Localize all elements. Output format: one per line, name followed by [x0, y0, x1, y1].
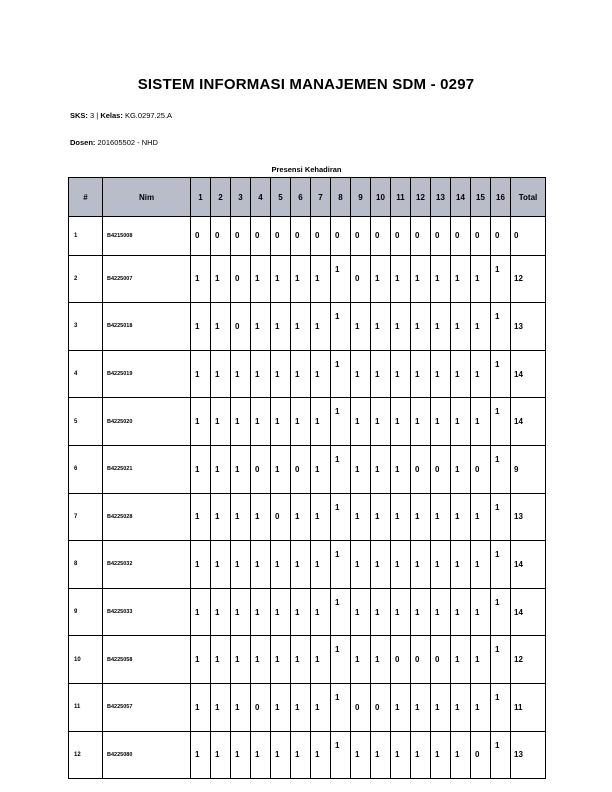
student-nim: B4225007	[103, 255, 191, 303]
attendance-cell: 1	[491, 445, 511, 493]
row-number: 12	[69, 731, 103, 779]
attendance-cell: 1	[451, 588, 471, 636]
row-number: 1	[69, 217, 103, 256]
attendance-cell: 1	[331, 493, 351, 541]
attendance-cell: 1	[191, 731, 211, 779]
attendance-cell: 1	[191, 445, 211, 493]
attendance-cell: 1	[191, 350, 211, 398]
attendance-cell: 1	[291, 398, 311, 446]
attendance-cell: 1	[351, 541, 371, 589]
attendance-total: 12	[511, 636, 546, 684]
attendance-cell: 1	[291, 683, 311, 731]
attendance-cell: 1	[311, 731, 331, 779]
attendance-cell: 1	[371, 445, 391, 493]
attendance-cell: 1	[391, 255, 411, 303]
header-meeting: 16	[491, 178, 511, 217]
attendance-cell: 1	[211, 541, 231, 589]
table-row	[69, 350, 546, 398]
attendance-cell: 1	[191, 683, 211, 731]
attendance-cell: 1	[351, 588, 371, 636]
attendance-cell: 0	[391, 217, 411, 256]
attendance-cell: 1	[431, 683, 451, 731]
header-meeting: 13	[431, 178, 451, 217]
attendance-cell: 1	[471, 588, 491, 636]
attendance-total: 14	[511, 541, 546, 589]
attendance-cell: 0	[291, 217, 311, 256]
course-info	[70, 111, 172, 120]
attendance-cell: 1	[451, 731, 471, 779]
attendance-cell: 1	[371, 255, 391, 303]
attendance-cell: 1	[491, 255, 511, 303]
attendance-cell: 1	[491, 731, 511, 779]
attendance-cell: 0	[471, 445, 491, 493]
attendance-cell: 0	[231, 255, 251, 303]
attendance-cell: 1	[431, 731, 451, 779]
kelas-value: KG.0297.25.A	[124, 111, 173, 120]
row-number: 9	[69, 588, 103, 636]
table-row	[69, 493, 546, 541]
table-row	[69, 683, 546, 731]
student-nim: B4225058	[103, 636, 191, 684]
attendance-cell: 0	[371, 683, 391, 731]
attendance-cell: 1	[271, 303, 291, 351]
attendance-cell: 1	[251, 493, 271, 541]
row-number: 11	[69, 683, 103, 731]
attendance-cell: 1	[431, 588, 451, 636]
attendance-cell: 1	[451, 350, 471, 398]
attendance-cell: 1	[411, 350, 431, 398]
attendance-cell: 1	[231, 683, 251, 731]
attendance-cell: 1	[471, 398, 491, 446]
header-meeting: 7	[311, 178, 331, 217]
attendance-cell: 1	[491, 303, 511, 351]
row-number: 10	[69, 636, 103, 684]
row-number: 2	[69, 255, 103, 303]
attendance-cell: 1	[431, 541, 451, 589]
student-nim: B4225057	[103, 683, 191, 731]
attendance-cell: 1	[431, 350, 451, 398]
dosen-value: 201605502 - NHD	[97, 138, 158, 147]
student-nim: B4225080	[103, 731, 191, 779]
lecturer-info	[70, 138, 158, 147]
attendance-cell: 0	[271, 493, 291, 541]
attendance-cell: 1	[311, 398, 331, 446]
attendance-cell: 0	[231, 217, 251, 256]
header-meeting: 8	[331, 178, 351, 217]
table-row	[69, 217, 546, 256]
attendance-cell: 1	[411, 398, 431, 446]
attendance-cell: 1	[251, 541, 271, 589]
attendance-cell: 1	[491, 588, 511, 636]
attendance-cell: 1	[331, 398, 351, 446]
table-row	[69, 731, 546, 779]
attendance-cell: 1	[251, 303, 271, 351]
attendance-cell: 1	[471, 255, 491, 303]
attendance-cell: 1	[371, 541, 391, 589]
attendance-cell: 1	[331, 588, 351, 636]
header-meeting: 5	[271, 178, 291, 217]
student-nim: B4225019	[103, 350, 191, 398]
attendance-cell: 0	[411, 217, 431, 256]
attendance-cell: 0	[251, 683, 271, 731]
attendance-cell: 1	[231, 731, 251, 779]
attendance-cell: 1	[291, 588, 311, 636]
student-nim: B4215008	[103, 217, 191, 256]
header-nim: Nim	[103, 178, 191, 217]
table-row	[69, 541, 546, 589]
attendance-cell: 1	[331, 255, 351, 303]
attendance-cell: 1	[271, 445, 291, 493]
attendance-total: 14	[511, 398, 546, 446]
header-meeting: 9	[351, 178, 371, 217]
attendance-cell: 1	[451, 636, 471, 684]
attendance-cell: 1	[271, 683, 291, 731]
attendance-cell: 1	[191, 588, 211, 636]
header-meeting: 1	[191, 178, 211, 217]
attendance-cell: 0	[351, 217, 371, 256]
table-caption: Presensi Kehadiran	[271, 165, 342, 174]
attendance-cell: 1	[491, 493, 511, 541]
attendance-cell: 1	[271, 398, 291, 446]
attendance-cell: 1	[191, 493, 211, 541]
attendance-cell: 1	[311, 588, 331, 636]
header-meeting: 3	[231, 178, 251, 217]
attendance-cell: 1	[231, 541, 251, 589]
attendance-cell: 0	[431, 217, 451, 256]
attendance-cell: 1	[391, 588, 411, 636]
attendance-cell: 1	[191, 541, 211, 589]
table-row	[69, 636, 546, 684]
attendance-cell: 0	[451, 217, 471, 256]
sks-value: 3	[90, 111, 95, 120]
attendance-cell: 1	[231, 636, 251, 684]
page-title: SISTEM INFORMASI MANAJEMEN SDM - 0297	[137, 76, 475, 93]
attendance-cell: 1	[331, 541, 351, 589]
attendance-cell: 1	[411, 255, 431, 303]
kelas-label: Kelas:	[100, 111, 123, 120]
attendance-total: 14	[511, 588, 546, 636]
table-row	[69, 398, 546, 446]
attendance-cell: 1	[211, 683, 231, 731]
attendance-total: 0	[511, 217, 546, 256]
attendance-cell: 0	[271, 217, 291, 256]
header-no: #	[69, 178, 103, 217]
attendance-cell: 1	[311, 493, 331, 541]
attendance-cell: 0	[351, 683, 371, 731]
attendance-cell: 1	[211, 398, 231, 446]
attendance-cell: 0	[371, 217, 391, 256]
attendance-cell: 1	[351, 303, 371, 351]
attendance-cell: 1	[491, 683, 511, 731]
attendance-cell: 1	[471, 350, 491, 398]
attendance-cell: 1	[251, 731, 271, 779]
attendance-cell: 1	[331, 636, 351, 684]
student-nim: B4225033	[103, 588, 191, 636]
row-number: 8	[69, 541, 103, 589]
attendance-cell: 1	[311, 445, 331, 493]
table-row	[69, 255, 546, 303]
attendance-cell: 1	[291, 636, 311, 684]
attendance-cell: 1	[491, 636, 511, 684]
attendance-cell: 1	[371, 493, 391, 541]
header-total: Total	[511, 178, 546, 217]
attendance-cell: 1	[391, 683, 411, 731]
table-row	[69, 588, 546, 636]
row-number: 3	[69, 303, 103, 351]
table-row	[69, 445, 546, 493]
student-nim: B4225021	[103, 445, 191, 493]
attendance-cell: 1	[371, 731, 391, 779]
attendance-cell: 0	[211, 217, 231, 256]
attendance-total: 12	[511, 255, 546, 303]
attendance-cell: 1	[491, 541, 511, 589]
row-number: 5	[69, 398, 103, 446]
attendance-cell: 1	[211, 350, 231, 398]
attendance-total: 11	[511, 683, 546, 731]
table-row	[69, 303, 546, 351]
attendance-cell: 1	[311, 350, 331, 398]
header-meeting: 6	[291, 178, 311, 217]
attendance-cell: 1	[471, 493, 491, 541]
attendance-cell: 1	[471, 636, 491, 684]
attendance-cell: 1	[411, 683, 431, 731]
student-nim: B4225032	[103, 541, 191, 589]
attendance-cell: 1	[451, 303, 471, 351]
attendance-cell: 0	[471, 731, 491, 779]
attendance-cell: 0	[291, 445, 311, 493]
attendance-cell: 1	[351, 636, 371, 684]
attendance-cell: 1	[251, 636, 271, 684]
attendance-table	[68, 177, 546, 779]
attendance-cell: 1	[351, 350, 371, 398]
attendance-total: 14	[511, 350, 546, 398]
attendance-cell: 1	[211, 445, 231, 493]
attendance-cell: 1	[371, 350, 391, 398]
attendance-cell: 1	[431, 398, 451, 446]
attendance-total: 13	[511, 303, 546, 351]
row-number: 4	[69, 350, 103, 398]
attendance-cell: 1	[451, 398, 471, 446]
attendance-cell: 1	[411, 493, 431, 541]
attendance-cell: 1	[271, 541, 291, 589]
attendance-cell: 1	[271, 731, 291, 779]
attendance-cell: 0	[251, 445, 271, 493]
attendance-cell: 1	[311, 683, 331, 731]
attendance-cell: 1	[191, 636, 211, 684]
attendance-cell: 0	[231, 303, 251, 351]
attendance-cell: 1	[271, 588, 291, 636]
attendance-cell: 1	[331, 445, 351, 493]
row-number: 6	[69, 445, 103, 493]
header-meeting: 12	[411, 178, 431, 217]
header-meeting: 11	[391, 178, 411, 217]
attendance-cell: 1	[331, 350, 351, 398]
attendance-cell: 1	[431, 303, 451, 351]
attendance-cell: 1	[431, 255, 451, 303]
attendance-cell: 1	[491, 350, 511, 398]
header-meeting: 2	[211, 178, 231, 217]
attendance-cell: 0	[311, 217, 331, 256]
attendance-cell: 1	[391, 445, 411, 493]
attendance-total: 9	[511, 445, 546, 493]
attendance-cell: 1	[331, 303, 351, 351]
attendance-cell: 1	[391, 541, 411, 589]
attendance-cell: 1	[351, 493, 371, 541]
attendance-cell: 0	[471, 217, 491, 256]
attendance-cell: 1	[291, 493, 311, 541]
attendance-cell: 1	[351, 731, 371, 779]
attendance-cell: 1	[471, 303, 491, 351]
attendance-cell: 0	[411, 445, 431, 493]
attendance-cell: 1	[391, 303, 411, 351]
separator: |	[96, 111, 99, 120]
attendance-cell: 0	[351, 255, 371, 303]
attendance-cell: 1	[371, 398, 391, 446]
attendance-cell: 1	[251, 398, 271, 446]
attendance-cell: 1	[391, 350, 411, 398]
attendance-cell: 1	[291, 350, 311, 398]
attendance-cell: 1	[191, 255, 211, 303]
attendance-cell: 0	[491, 217, 511, 256]
attendance-cell: 1	[311, 255, 331, 303]
attendance-cell: 1	[291, 255, 311, 303]
attendance-cell: 1	[231, 350, 251, 398]
attendance-cell: 1	[491, 398, 511, 446]
attendance-cell: 1	[271, 255, 291, 303]
student-nim: B4225018	[103, 303, 191, 351]
attendance-cell: 1	[191, 398, 211, 446]
attendance-cell: 1	[411, 541, 431, 589]
attendance-cell: 0	[331, 217, 351, 256]
attendance-cell: 1	[231, 588, 251, 636]
attendance-cell: 1	[251, 588, 271, 636]
attendance-cell: 1	[451, 493, 471, 541]
attendance-cell: 1	[311, 636, 331, 684]
attendance-cell: 1	[371, 636, 391, 684]
attendance-cell: 1	[231, 398, 251, 446]
attendance-cell: 0	[391, 636, 411, 684]
attendance-cell: 1	[451, 445, 471, 493]
attendance-cell: 1	[351, 445, 371, 493]
attendance-cell: 1	[391, 398, 411, 446]
attendance-cell: 1	[211, 303, 231, 351]
attendance-cell: 1	[451, 541, 471, 589]
header-meeting: 14	[451, 178, 471, 217]
attendance-total: 13	[511, 493, 546, 541]
attendance-cell: 1	[271, 636, 291, 684]
attendance-cell: 1	[451, 683, 471, 731]
attendance-cell: 1	[391, 493, 411, 541]
attendance-cell: 1	[271, 350, 291, 398]
row-number: 7	[69, 493, 103, 541]
attendance-cell: 1	[231, 493, 251, 541]
table-header-row	[69, 178, 546, 217]
attendance-cell: 1	[431, 493, 451, 541]
student-nim: B4225028	[103, 493, 191, 541]
attendance-cell: 1	[211, 731, 231, 779]
attendance-cell: 0	[251, 217, 271, 256]
dosen-label: Dosen:	[70, 138, 96, 147]
attendance-cell: 1	[211, 636, 231, 684]
attendance-cell: 1	[311, 303, 331, 351]
attendance-cell: 1	[311, 541, 331, 589]
attendance-cell: 1	[251, 350, 271, 398]
attendance-cell: 1	[411, 588, 431, 636]
attendance-cell: 0	[431, 445, 451, 493]
attendance-cell: 1	[411, 731, 431, 779]
attendance-cell: 1	[331, 683, 351, 731]
attendance-cell: 1	[371, 588, 391, 636]
attendance-cell: 0	[191, 217, 211, 256]
attendance-cell: 1	[351, 398, 371, 446]
header-meeting: 10	[371, 178, 391, 217]
attendance-cell: 1	[191, 303, 211, 351]
attendance-cell: 1	[211, 255, 231, 303]
attendance-cell: 1	[291, 541, 311, 589]
header-meeting: 15	[471, 178, 491, 217]
attendance-total: 13	[511, 731, 546, 779]
attendance-cell: 1	[411, 303, 431, 351]
attendance-cell: 1	[371, 303, 391, 351]
attendance-cell: 0	[411, 636, 431, 684]
attendance-cell: 1	[451, 255, 471, 303]
attendance-cell: 1	[471, 683, 491, 731]
attendance-cell: 1	[391, 731, 411, 779]
attendance-cell: 1	[291, 303, 311, 351]
attendance-cell: 1	[331, 731, 351, 779]
attendance-cell: 1	[231, 445, 251, 493]
attendance-cell: 0	[431, 636, 451, 684]
sks-label: SKS:	[70, 111, 88, 120]
attendance-cell: 1	[291, 731, 311, 779]
student-nim: B4225020	[103, 398, 191, 446]
attendance-cell: 1	[251, 255, 271, 303]
header-meeting: 4	[251, 178, 271, 217]
attendance-cell: 1	[211, 588, 231, 636]
attendance-cell: 1	[471, 541, 491, 589]
attendance-cell: 1	[211, 493, 231, 541]
